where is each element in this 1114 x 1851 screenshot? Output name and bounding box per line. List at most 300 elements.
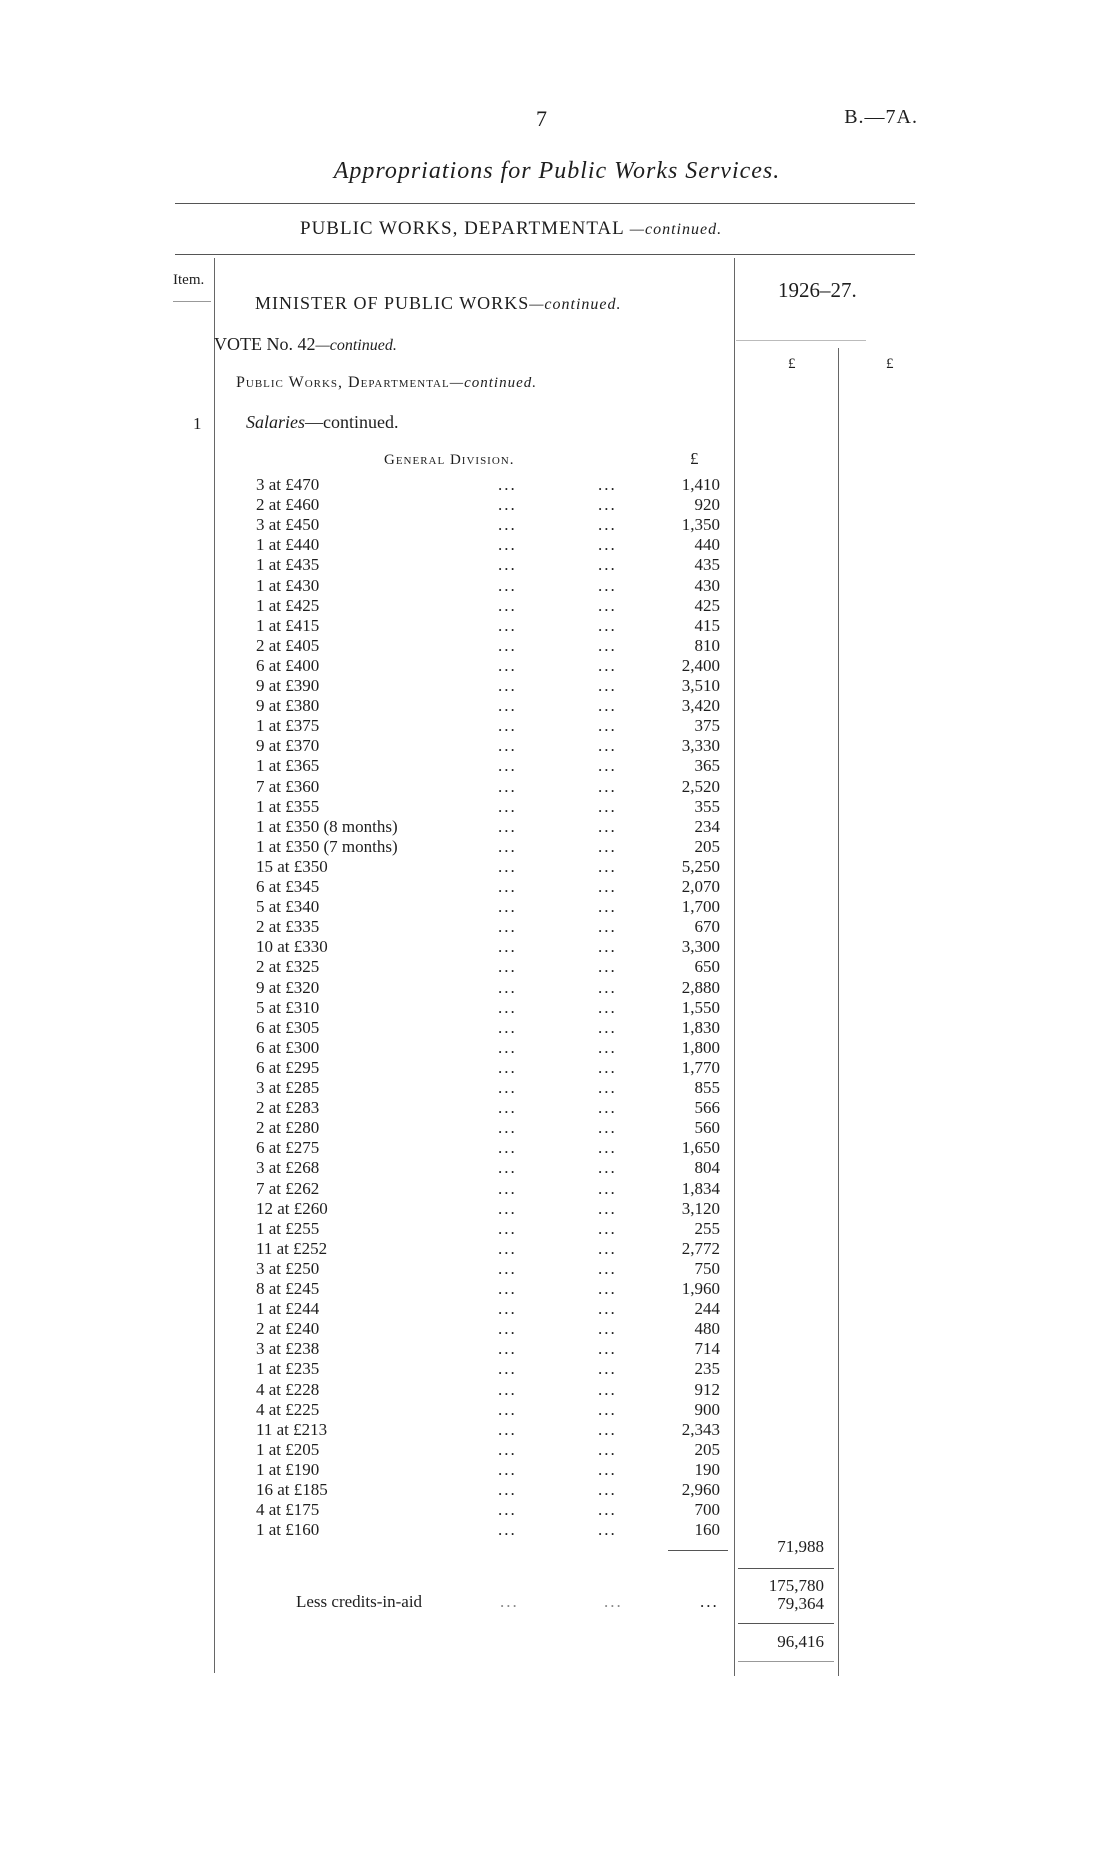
row-leader-dots: ... xyxy=(598,1198,617,1218)
row-leader-dots: ... xyxy=(498,615,517,635)
row-leader-dots: ... xyxy=(498,555,517,575)
row-amount: 650 xyxy=(694,957,720,977)
row-description: 1 at £244 xyxy=(256,1299,320,1319)
row-leader-dots: ... xyxy=(598,1017,617,1037)
grand-total: 175,780 xyxy=(768,1576,824,1595)
table-row xyxy=(0,797,740,817)
table-row xyxy=(0,957,740,977)
table-row xyxy=(0,1158,740,1178)
table-row xyxy=(0,736,740,756)
row-description: 2 at £325 xyxy=(256,957,320,977)
row-leader-dots: ... xyxy=(498,1258,517,1278)
row-amount: 670 xyxy=(694,917,720,937)
row-amount: 700 xyxy=(694,1500,720,1520)
page-number: 7 xyxy=(536,106,547,131)
table-row xyxy=(0,1380,740,1400)
row-leader-dots: ... xyxy=(598,1098,617,1118)
row-leader-dots: ... xyxy=(498,1198,517,1218)
row-leader-dots: ... xyxy=(498,655,517,675)
table-row xyxy=(0,756,740,776)
row-description: 3 at £250 xyxy=(256,1258,320,1278)
row-description: 1 at £205 xyxy=(256,1439,320,1459)
row-description: 6 at £295 xyxy=(256,1057,320,1077)
table-row xyxy=(0,857,740,877)
row-leader-dots: ... xyxy=(498,1339,517,1359)
row-leader-dots: ... xyxy=(498,1459,517,1479)
row-leader-dots: ... xyxy=(498,1359,517,1379)
row-leader-dots: ... xyxy=(598,1178,617,1198)
table-row xyxy=(0,1138,740,1158)
table-row xyxy=(0,1279,740,1299)
row-leader-dots: ... xyxy=(498,535,517,555)
row-description: 1 at £160 xyxy=(256,1520,320,1540)
row-amount: 3,420 xyxy=(681,696,720,716)
row-leader-dots: ... xyxy=(598,716,617,736)
row-leader-dots: ... xyxy=(598,1439,617,1459)
subhead-continued: —continued. xyxy=(449,375,537,391)
row-leader-dots: ... xyxy=(498,1399,517,1419)
table-row xyxy=(0,1199,740,1219)
row-description: 16 at £185 xyxy=(256,1480,328,1499)
table-row xyxy=(0,777,740,797)
row-description: 1 at £435 xyxy=(256,555,320,575)
row-amount: 3,120 xyxy=(681,1198,720,1218)
row-leader-dots: ... xyxy=(498,1480,517,1499)
row-leader-dots: ... xyxy=(498,1419,517,1439)
less-dots-3: ... xyxy=(700,1592,719,1611)
row-leader-dots: ... xyxy=(598,495,617,515)
row-amount: 1,700 xyxy=(681,897,720,917)
row-description: 7 at £360 xyxy=(256,776,320,796)
year-header: 1926–27. xyxy=(778,278,857,302)
row-amount: 375 xyxy=(694,716,720,736)
table-row xyxy=(0,475,740,495)
table-row xyxy=(0,576,740,596)
row-leader-dots: ... xyxy=(498,676,517,695)
row-amount: 900 xyxy=(694,1399,720,1419)
table-row xyxy=(0,1299,740,1319)
row-description: 1 at £355 xyxy=(256,796,320,816)
row-description: 1 at £375 xyxy=(256,716,320,736)
title-rule xyxy=(175,203,915,204)
table-row xyxy=(0,1440,740,1460)
subhead-title: Public Works, Departmental xyxy=(236,374,450,391)
row-description: 12 at £260 xyxy=(256,1198,328,1218)
row-leader-dots: ... xyxy=(498,475,517,494)
net-total-rule xyxy=(738,1623,834,1624)
row-leader-dots: ... xyxy=(498,1158,517,1178)
row-amount: 1,350 xyxy=(681,515,720,535)
row-leader-dots: ... xyxy=(498,1238,517,1258)
row-leader-dots: ... xyxy=(498,1299,517,1319)
row-leader-dots: ... xyxy=(498,1078,517,1097)
row-amount: 234 xyxy=(694,816,720,836)
row-description: 11 at £252 xyxy=(256,1238,328,1258)
row-description: 1 at £235 xyxy=(256,1359,320,1379)
row-leader-dots: ... xyxy=(498,877,517,896)
row-leader-dots: ... xyxy=(598,635,617,655)
table-row xyxy=(0,978,740,998)
row-amount: 425 xyxy=(694,595,720,615)
table-row xyxy=(0,716,740,736)
document-reference: B.—7A. xyxy=(844,106,918,128)
row-leader-dots: ... xyxy=(498,756,517,776)
row-amount: 255 xyxy=(694,1218,720,1238)
row-leader-dots: ... xyxy=(598,997,617,1017)
row-description: 3 at £285 xyxy=(256,1078,320,1097)
table-row xyxy=(0,937,740,957)
row-leader-dots: ... xyxy=(598,897,617,917)
row-leader-dots: ... xyxy=(598,655,617,675)
row-description: 3 at £450 xyxy=(256,515,320,535)
row-leader-dots: ... xyxy=(598,475,617,494)
row-leader-dots: ... xyxy=(598,615,617,635)
row-description: 6 at £275 xyxy=(256,1138,320,1158)
row-leader-dots: ... xyxy=(498,1218,517,1238)
less-dots-2: ... xyxy=(604,1592,623,1611)
row-leader-dots: ... xyxy=(598,1319,617,1339)
row-description: 1 at £425 xyxy=(256,595,320,615)
table-top-rule xyxy=(175,254,915,255)
minister-continued: —continued. xyxy=(529,296,622,313)
row-description: 6 at £305 xyxy=(256,1017,320,1037)
row-amount: 435 xyxy=(694,555,720,575)
row-leader-dots: ... xyxy=(498,816,517,836)
row-leader-dots: ... xyxy=(598,1299,617,1319)
table-row xyxy=(0,877,740,897)
row-leader-dots: ... xyxy=(498,1037,517,1057)
row-amount: 1,550 xyxy=(681,997,720,1017)
salaries-heading xyxy=(246,412,399,433)
row-description: 4 at £175 xyxy=(256,1500,320,1520)
table-row xyxy=(0,1098,740,1118)
row-amount: 190 xyxy=(694,1459,720,1479)
vote-heading xyxy=(214,334,397,355)
row-leader-dots: ... xyxy=(598,1419,617,1439)
row-description: 6 at £400 xyxy=(256,655,320,675)
page-title: Appropriations for Public Works Services. xyxy=(333,158,781,184)
row-leader-dots: ... xyxy=(598,977,617,997)
table-row xyxy=(0,1018,740,1038)
row-leader-dots: ... xyxy=(598,1057,617,1077)
row-amount: 2,772 xyxy=(681,1238,720,1258)
minister-title: MINISTER OF PUBLIC WORKS xyxy=(255,293,530,313)
table-row xyxy=(0,676,740,696)
row-description: 2 at £240 xyxy=(256,1319,320,1339)
table-row xyxy=(0,1500,740,1520)
row-leader-dots: ... xyxy=(498,917,517,937)
row-description: 2 at £460 xyxy=(256,495,320,515)
row-leader-dots: ... xyxy=(598,796,617,816)
minister-heading xyxy=(255,293,622,314)
table-row xyxy=(0,1359,740,1379)
subhead-public-works xyxy=(236,374,537,392)
row-amount: 5,250 xyxy=(681,856,720,876)
table-row xyxy=(0,1400,740,1420)
division-total: 71,988 xyxy=(777,1537,824,1556)
row-amount: 440 xyxy=(694,535,720,555)
row-amount: 714 xyxy=(694,1339,720,1359)
row-leader-dots: ... xyxy=(598,816,617,836)
pound-header-right: £ xyxy=(886,356,894,372)
row-leader-dots: ... xyxy=(498,937,517,957)
table-row xyxy=(0,1239,740,1259)
table-row xyxy=(0,1460,740,1480)
row-description: 1 at £350 (8 months) xyxy=(256,816,398,836)
row-description: 3 at £238 xyxy=(256,1339,320,1359)
table-row xyxy=(0,495,740,515)
year-rule xyxy=(736,340,866,341)
row-amount: 2,400 xyxy=(681,655,720,675)
row-description: 9 at £390 xyxy=(256,676,320,695)
row-leader-dots: ... xyxy=(498,1098,517,1118)
row-description: 2 at £283 xyxy=(256,1098,320,1118)
row-leader-dots: ... xyxy=(598,1500,617,1520)
row-leader-dots: ... xyxy=(598,776,617,796)
row-description: 1 at £440 xyxy=(256,535,320,555)
row-leader-dots: ... xyxy=(498,1279,517,1298)
row-description: 5 at £340 xyxy=(256,897,320,917)
row-leader-dots: ... xyxy=(598,535,617,555)
table-row xyxy=(0,1319,740,1339)
row-leader-dots: ... xyxy=(498,776,517,796)
row-leader-dots: ... xyxy=(498,1379,517,1399)
row-leader-dots: ... xyxy=(498,1520,517,1540)
row-description: 1 at £365 xyxy=(256,756,320,776)
row-leader-dots: ... xyxy=(498,736,517,756)
row-leader-dots: ... xyxy=(598,877,617,896)
row-leader-dots: ... xyxy=(598,856,617,876)
row-leader-dots: ... xyxy=(598,1158,617,1178)
table-row xyxy=(0,696,740,716)
item-column-rule xyxy=(173,301,211,302)
pound-header-left: £ xyxy=(788,356,796,372)
row-leader-dots: ... xyxy=(498,997,517,1017)
row-description: 1 at £350 (7 months) xyxy=(256,836,398,856)
less-dots-1: ... xyxy=(500,1592,519,1611)
row-description: 4 at £225 xyxy=(256,1399,320,1419)
row-amount: 430 xyxy=(694,575,720,595)
division-heading: General Division. xyxy=(384,452,515,468)
row-leader-dots: ... xyxy=(598,575,617,595)
row-amount: 855 xyxy=(694,1078,720,1097)
table-row xyxy=(0,1339,740,1359)
row-leader-dots: ... xyxy=(498,1439,517,1459)
row-leader-dots: ... xyxy=(598,1218,617,1238)
table-row xyxy=(0,1179,740,1199)
row-leader-dots: ... xyxy=(598,1279,617,1298)
row-leader-dots: ... xyxy=(498,696,517,716)
less-credits-amount: 79,364 xyxy=(777,1594,824,1613)
row-amount: 1,770 xyxy=(681,1057,720,1077)
table-row xyxy=(0,616,740,636)
row-amount: 750 xyxy=(694,1258,720,1278)
row-leader-dots: ... xyxy=(498,1118,517,1138)
salaries-continued: —continued. xyxy=(305,412,399,432)
section-continued: —continued. xyxy=(629,221,723,238)
row-description: 2 at £280 xyxy=(256,1118,320,1138)
row-description: 7 at £262 xyxy=(256,1178,320,1198)
row-amount: 560 xyxy=(694,1118,720,1138)
table-row xyxy=(0,1058,740,1078)
row-leader-dots: ... xyxy=(598,1480,617,1499)
row-description: 8 at £245 xyxy=(256,1279,320,1298)
salaries-title: Salaries xyxy=(246,412,306,432)
net-total: 96,416 xyxy=(777,1632,824,1651)
row-leader-dots: ... xyxy=(498,716,517,736)
row-description: 9 at £320 xyxy=(256,977,320,997)
row-leader-dots: ... xyxy=(598,555,617,575)
row-leader-dots: ... xyxy=(498,515,517,535)
row-leader-dots: ... xyxy=(498,575,517,595)
row-leader-dots: ... xyxy=(498,635,517,655)
row-leader-dots: ... xyxy=(498,856,517,876)
row-leader-dots: ... xyxy=(498,1017,517,1037)
table-row xyxy=(0,1219,740,1239)
row-leader-dots: ... xyxy=(598,1520,617,1540)
vote-title: VOTE No. 42 xyxy=(214,334,316,354)
row-leader-dots: ... xyxy=(498,836,517,856)
table-row xyxy=(0,897,740,917)
net-total-underline xyxy=(738,1661,834,1662)
row-leader-dots: ... xyxy=(498,977,517,997)
table-row xyxy=(0,1420,740,1440)
table-row xyxy=(0,535,740,555)
row-description: 6 at £300 xyxy=(256,1037,320,1057)
section-title: PUBLIC WORKS, DEPARTMENTAL xyxy=(300,218,625,239)
row-description: 5 at £310 xyxy=(256,997,320,1017)
row-leader-dots: ... xyxy=(598,696,617,716)
row-amount: 2,520 xyxy=(681,776,720,796)
right-column-divider xyxy=(838,348,839,1676)
table-row xyxy=(0,636,740,656)
row-leader-dots: ... xyxy=(498,1500,517,1520)
row-amount: 1,834 xyxy=(681,1178,720,1198)
row-amount: 480 xyxy=(694,1319,720,1339)
row-leader-dots: ... xyxy=(598,1078,617,1097)
row-leader-dots: ... xyxy=(498,595,517,615)
row-leader-dots: ... xyxy=(598,1118,617,1138)
table-row xyxy=(0,656,740,676)
row-amount: 3,330 xyxy=(681,736,720,756)
table-row xyxy=(0,515,740,535)
row-description: 2 at £405 xyxy=(256,635,320,655)
row-description: 11 at £213 xyxy=(256,1419,328,1439)
row-amount: 2,343 xyxy=(681,1419,720,1439)
row-description: 15 at £350 xyxy=(256,856,328,876)
table-row xyxy=(0,837,740,857)
row-description: 1 at £255 xyxy=(256,1218,320,1238)
row-amount: 1,410 xyxy=(681,475,720,494)
table-row xyxy=(0,817,740,837)
table-row xyxy=(0,555,740,575)
row-amount: 3,300 xyxy=(681,937,720,957)
item-number: 1 xyxy=(193,414,202,433)
row-amount: 2,880 xyxy=(681,977,720,997)
row-leader-dots: ... xyxy=(598,1258,617,1278)
row-description: 9 at £370 xyxy=(256,736,320,756)
row-amount: 810 xyxy=(694,635,720,655)
row-description: 10 at £330 xyxy=(256,937,328,957)
row-amount: 205 xyxy=(694,1439,720,1459)
row-amount: 1,830 xyxy=(681,1017,720,1037)
table-row xyxy=(0,1038,740,1058)
row-leader-dots: ... xyxy=(498,495,517,515)
subtotal-rule xyxy=(668,1550,728,1551)
row-amount: 365 xyxy=(694,756,720,776)
row-amount: 355 xyxy=(694,796,720,816)
row-amount: 566 xyxy=(694,1098,720,1118)
row-leader-dots: ... xyxy=(598,1238,617,1258)
vote-continued: —continued. xyxy=(315,337,397,354)
row-amount: 3,510 xyxy=(681,676,720,695)
table-row xyxy=(0,1480,740,1500)
table-row xyxy=(0,998,740,1018)
less-credits-label: Less credits-in-aid xyxy=(296,1592,423,1611)
row-amount: 804 xyxy=(694,1158,720,1178)
row-leader-dots: ... xyxy=(598,676,617,695)
row-amount: 244 xyxy=(694,1299,720,1319)
table-row xyxy=(0,596,740,616)
row-amount: 2,960 xyxy=(681,1480,720,1499)
table-row xyxy=(0,917,740,937)
row-amount: 235 xyxy=(694,1359,720,1379)
row-amount: 1,960 xyxy=(681,1279,720,1298)
row-amount: 205 xyxy=(694,836,720,856)
row-leader-dots: ... xyxy=(598,736,617,756)
row-leader-dots: ... xyxy=(598,1138,617,1158)
item-column-header: Item. xyxy=(173,272,205,288)
row-leader-dots: ... xyxy=(598,1379,617,1399)
row-leader-dots: ... xyxy=(498,1319,517,1339)
row-description: 1 at £190 xyxy=(256,1459,320,1479)
row-leader-dots: ... xyxy=(498,1138,517,1158)
row-description: 3 at £268 xyxy=(256,1158,320,1178)
row-amount: 912 xyxy=(694,1379,720,1399)
row-leader-dots: ... xyxy=(598,595,617,615)
row-leader-dots: ... xyxy=(598,1359,617,1379)
pound-header-inner: £ xyxy=(690,449,699,468)
row-description: 3 at £470 xyxy=(256,475,320,494)
row-amount: 160 xyxy=(694,1520,720,1540)
row-leader-dots: ... xyxy=(598,1037,617,1057)
row-leader-dots: ... xyxy=(598,515,617,535)
row-leader-dots: ... xyxy=(498,1057,517,1077)
row-description: 4 at £228 xyxy=(256,1379,320,1399)
row-amount: 920 xyxy=(694,495,720,515)
row-amount: 415 xyxy=(694,615,720,635)
row-leader-dots: ... xyxy=(598,1459,617,1479)
table-row xyxy=(0,1118,740,1138)
row-leader-dots: ... xyxy=(498,1178,517,1198)
row-amount: 1,650 xyxy=(681,1138,720,1158)
row-leader-dots: ... xyxy=(598,957,617,977)
row-leader-dots: ... xyxy=(498,957,517,977)
table-row xyxy=(0,1520,740,1540)
row-leader-dots: ... xyxy=(598,1399,617,1419)
row-description: 9 at £380 xyxy=(256,696,320,716)
row-description: 6 at £345 xyxy=(256,877,320,896)
row-leader-dots: ... xyxy=(598,937,617,957)
section-heading xyxy=(300,218,722,240)
row-leader-dots: ... xyxy=(498,796,517,816)
row-leader-dots: ... xyxy=(598,756,617,776)
row-amount: 2,070 xyxy=(681,877,720,896)
row-description: 2 at £335 xyxy=(256,917,320,937)
row-leader-dots: ... xyxy=(598,1339,617,1359)
row-description: 1 at £415 xyxy=(256,615,320,635)
row-amount: 1,800 xyxy=(681,1037,720,1057)
